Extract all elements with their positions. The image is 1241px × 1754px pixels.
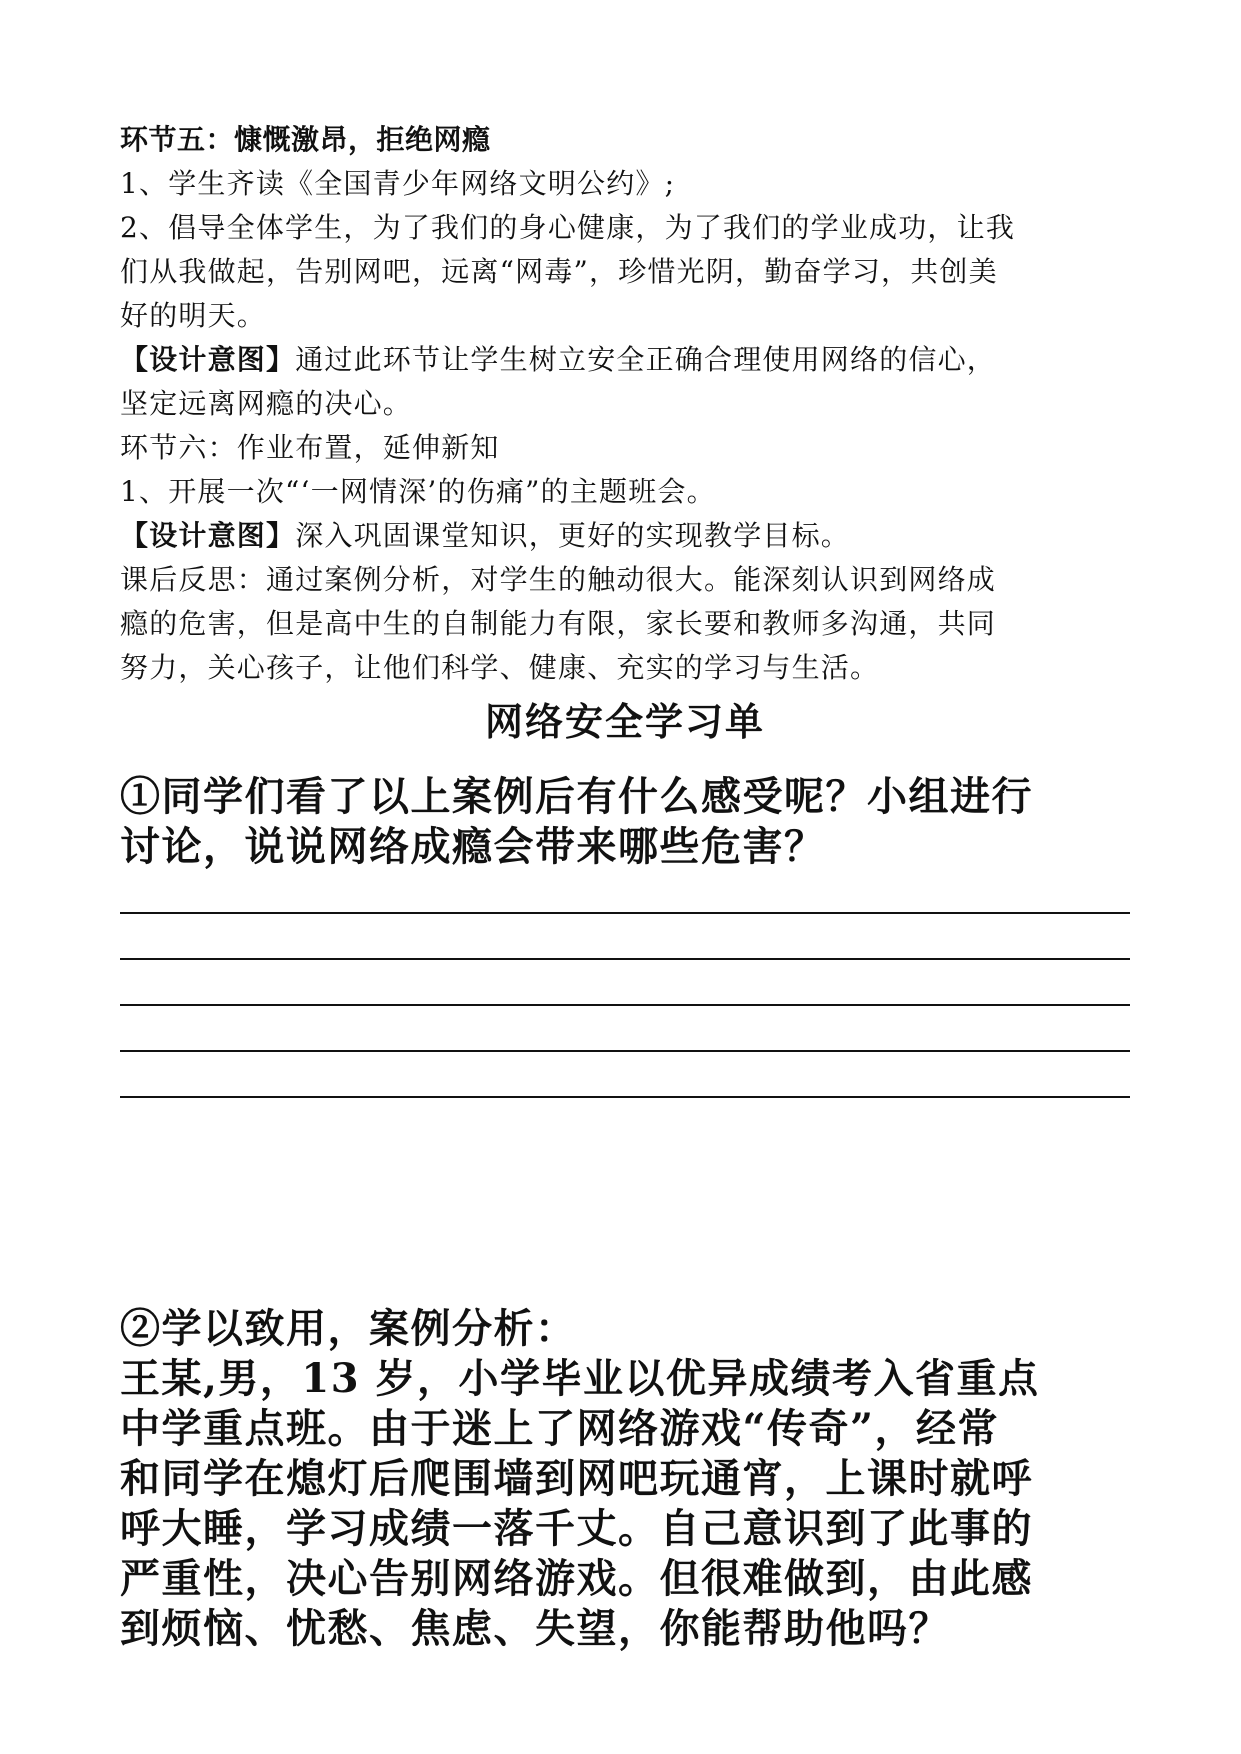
section5-item2-line: 们从我做起，告别网吧，远离“网毒”，珍惜光阴，勤奋学习，共创美 (120, 255, 998, 288)
reflection-line: 课后反思：通过案例分析，对学生的触动很大。能深刻认识到网络成 (120, 563, 997, 596)
worksheet-title: 网络安全学习单 (484, 699, 765, 744)
document-page (120, 118, 1130, 1652)
question-2-line: 严重性，决心告别网络游戏。但很难做到，由此感 (120, 1555, 1033, 1602)
question-2 (120, 1304, 1130, 1654)
section5-item2-line: 2、倡导全体学生，为了我们的身心健康，为了我们的学业成功，让我 (120, 211, 1016, 244)
question-2-line: 到烦恼、忧愁、焦虑、失望，你能帮助他吗？ (120, 1605, 950, 1652)
question-1-line: 讨论，说说网络成瘾会带来哪些危害？ (120, 823, 826, 870)
question-2-line: 中学重点班。由于迷上了网络游戏“传奇”，经常 (120, 1405, 1000, 1452)
answer-line[interactable] (120, 1096, 1130, 1098)
question-2-line: 和同学在熄灯后爬围墙到网吧玩通宵，上课时就呼 (120, 1455, 1033, 1502)
question-2-line: 王某,男，13 岁，小学毕业以优异成绩考入省重点 (120, 1355, 1040, 1402)
section5-intent (120, 338, 1130, 382)
section5-intent-line: 坚定远离网瘾的决心。 (120, 387, 413, 420)
answer-line[interactable] (120, 912, 1130, 914)
section5-heading: 环节五：慷慨激昂，拒绝网瘾 (120, 123, 491, 156)
reflection-line: 努力，关心孩子，让他们科学、健康、充实的学习与生活。 (120, 651, 880, 684)
question-1 (120, 772, 1130, 872)
section6-intent (120, 514, 1130, 558)
answer-lines (120, 912, 1130, 1098)
question-2-line: 呼大睡，学习成绩一落千丈。自己意识到了此事的 (120, 1505, 1033, 1552)
section5-item1: 1、学生齐读《全国青少年网络文明公约》; (120, 167, 676, 200)
reflection-line: 瘾的危害，但是高中生的自制能力有限，家长要和教师多沟通，共同 (120, 607, 997, 640)
question-2-line: ②学以致用，案例分析： (120, 1305, 577, 1352)
design-intent-tag: 【设计意图】 (120, 343, 296, 376)
section6-intent-text: 深入巩固课堂知识，更好的实现教学目标。 (295, 519, 851, 552)
question-1-line: ①同学们看了以上案例后有什么感受呢？小组进行 (120, 773, 1033, 820)
design-intent-tag: 【设计意图】 (120, 519, 296, 552)
answer-line[interactable] (120, 958, 1130, 960)
section5-intent-text: 通过此环节让学生树立安全正确合理使用网络的信心， (295, 343, 997, 376)
section6-item1: 1、开展一次“‘一网情深’的伤痛”的主题班会。 (120, 475, 716, 508)
section6-heading: 环节六：作业布置，延伸新知 (120, 431, 500, 464)
answer-line[interactable] (120, 1004, 1130, 1006)
section5-item2-line: 好的明天。 (120, 299, 267, 332)
answer-line[interactable] (120, 1050, 1130, 1052)
